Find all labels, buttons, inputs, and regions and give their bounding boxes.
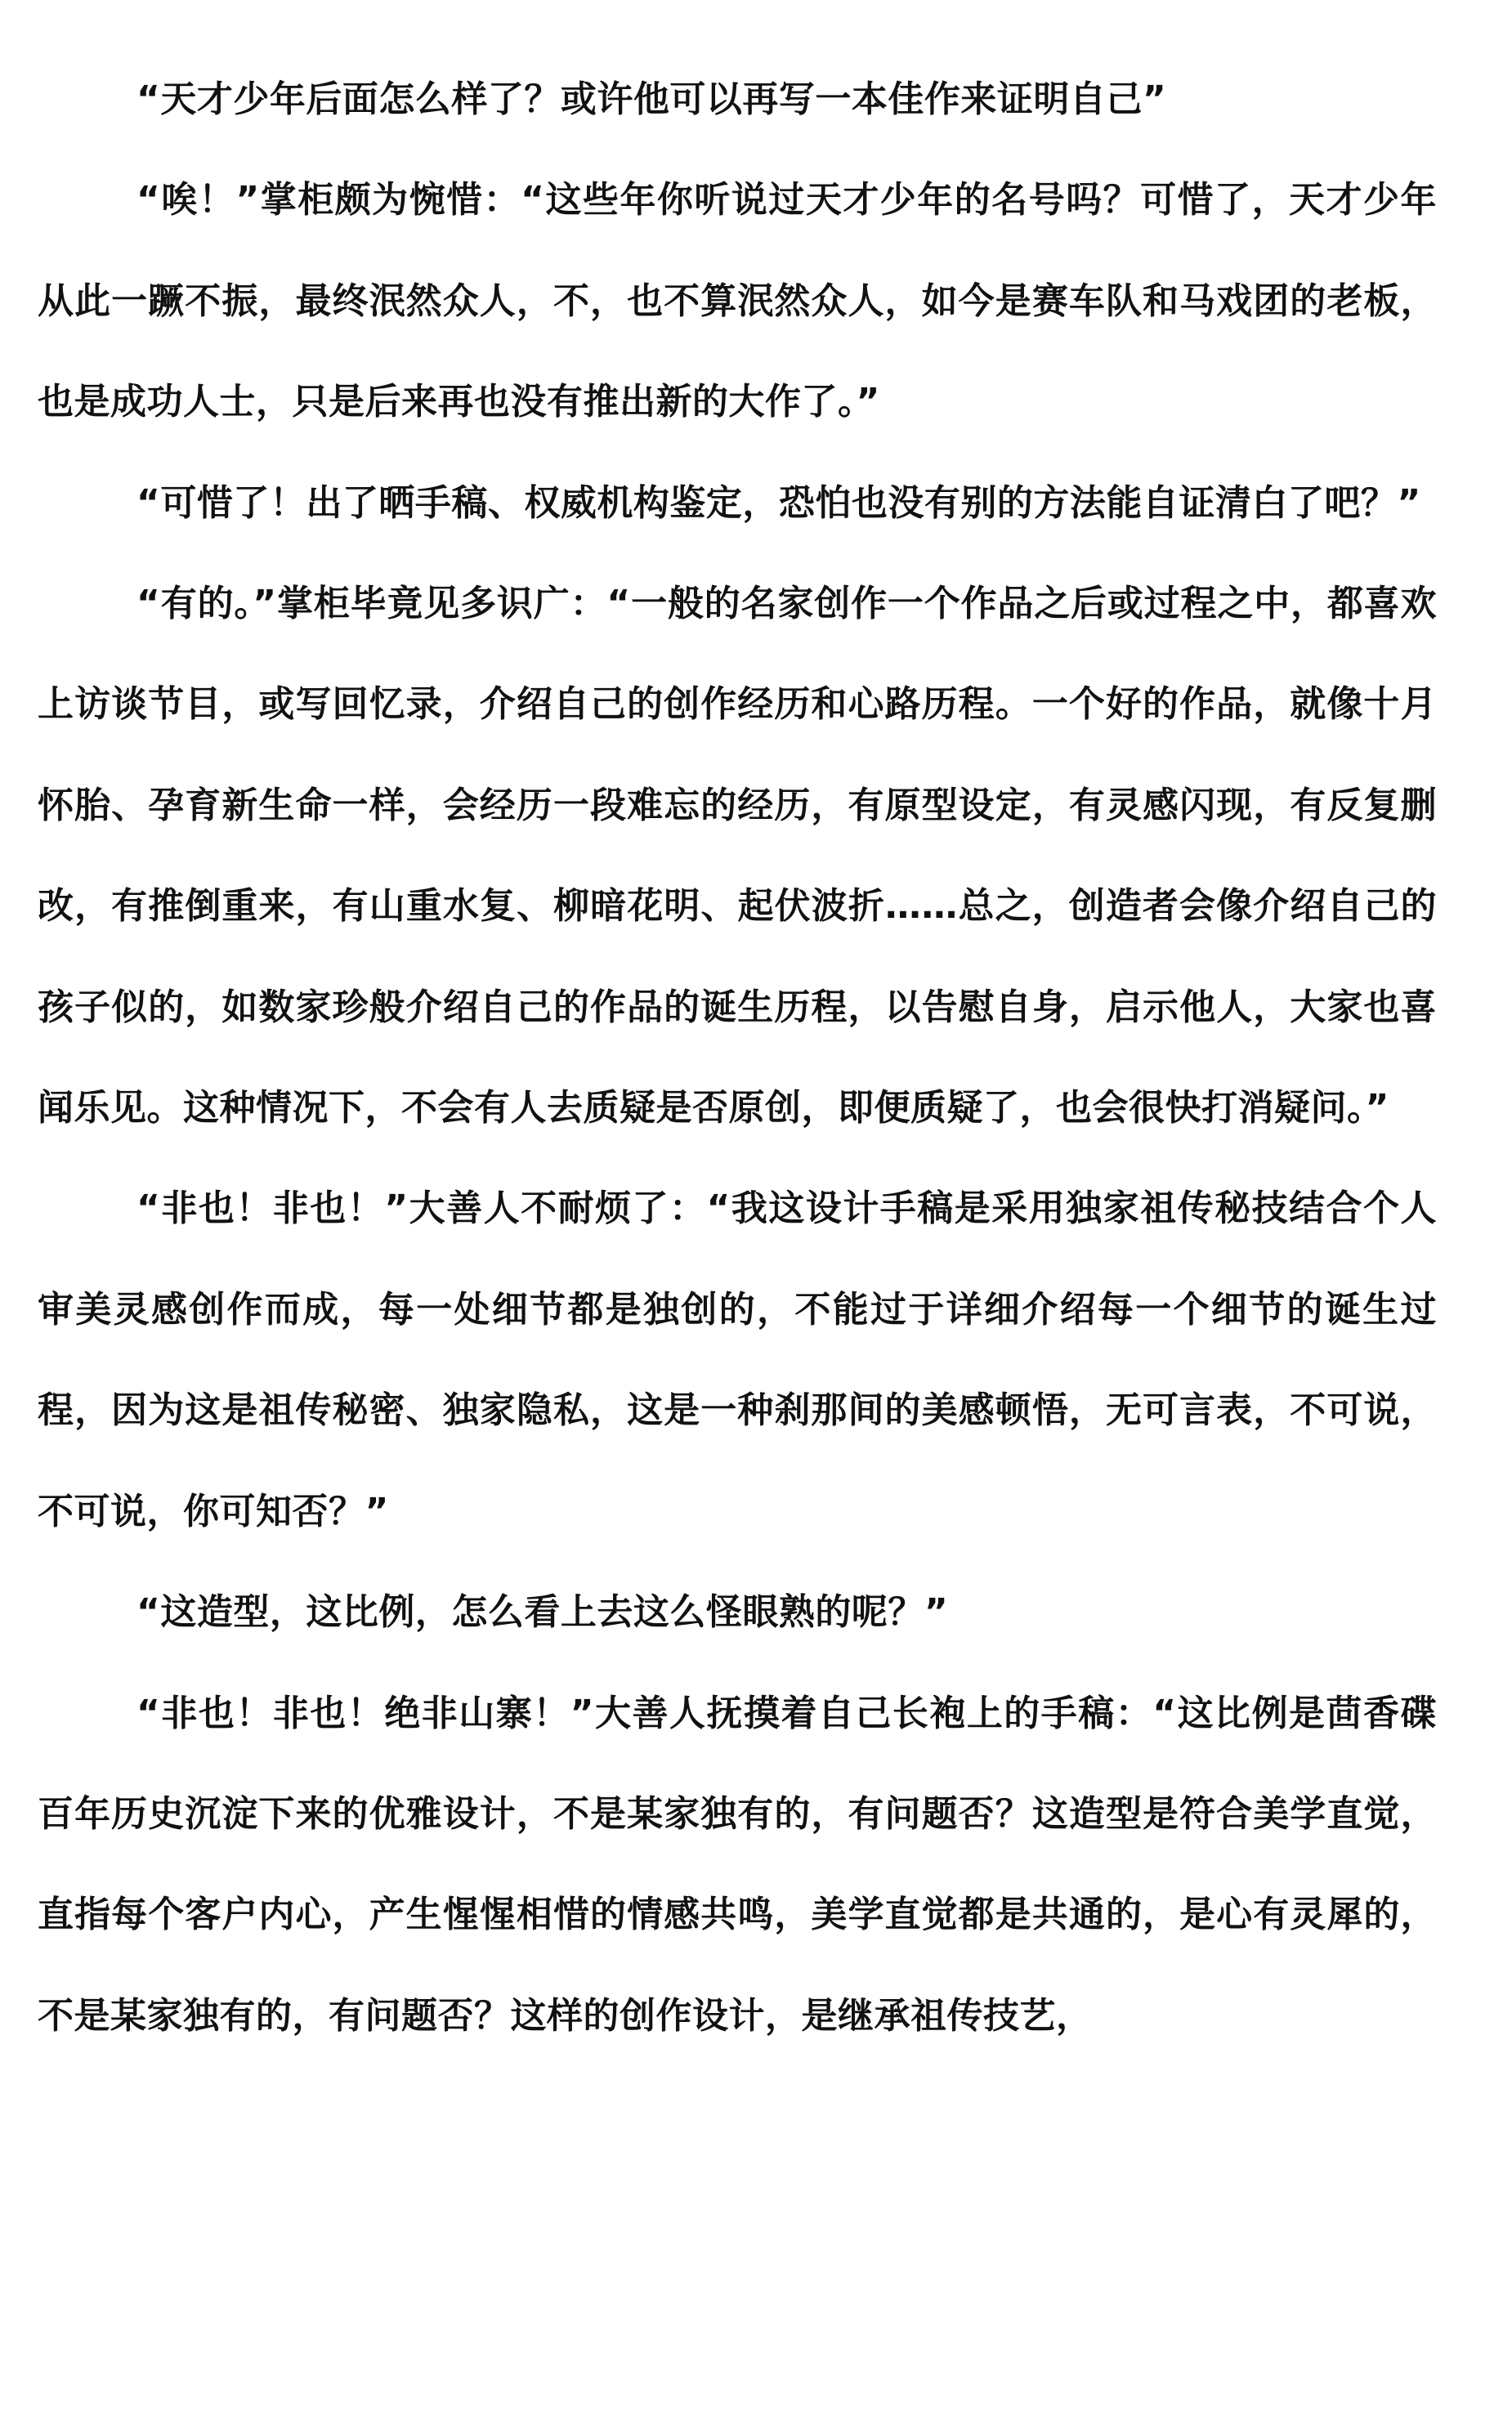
paragraph-2: “唉！”掌柜颇为惋惜：“这些年你听说过天才少年的名号吗？可惜了，天才少年从此一蹶不振，最终泯然众人，不，也不算泯然众人，如今是赛车队和马戏团的老板，也是成功人士，只是后来再也没有推出新的大作了。”	[38, 179, 1437, 423]
paragraph-4: “有的。”掌柜毕竟见多识广：“一般的名家创作一个作品之后或过程之中，都喜欢上访谈节目，或写回忆录，介绍自己的创作经历和心路历程。一个好的作品，就像十月怀胎、孕育新生命一样，会经历一段难忘的经历，有原型设定，有灵感闪现，有反复删改，有推倒重来，有山重水复、柳暗花明、起伏波折……总之，创造者会像介绍自己的孩子似的，如数家珍般介绍自己的作品的诞生历程，以告慰自身，启示他人，大家也喜闻乐见。这种情况下，不会有人去质疑是否原创，即便质疑了，也会很快打消疑问。”	[38, 583, 1437, 1129]
paragraph-7: “非也！非也！绝非山寨！”大善人抚摸着自己长袍上的手稿：“这比例是茴香碟百年历史沉淀下来的优雅设计，不是某家独有的，有问题否？这造型是符合美学直觉，直指每个客户内心，产生惺惺相惜的情感共鸣，美学直觉都是共通的，是心有灵犀的，不是某家独有的，有问题否？这样的创作设计，是继承祖传技艺，	[38, 1692, 1437, 2037]
paragraph-6: “这造型，这比例，怎么看上去这么怪眼熟的呢？”	[136, 1591, 949, 1634]
paragraph-3: “可惜了！出了晒手稿、权威机构鉴定，恐怕也没有别的方法能自证清白了吧？”	[136, 481, 1421, 524]
paragraph-5: “非也！非也！”大善人不耐烦了：“我这设计手稿是采用独家祖传秘技结合个人审美灵感创作而成，每一处细节都是独创的，不能过于详细介绍每一个细节的诞生过程，因为这是祖传秘密、独家隐私，这是一种刹那间的美感顿悟，无可言表，不可说，不可说，你可知否？”	[38, 1188, 1437, 1532]
paragraph-1: “天才少年后面怎么样了？或许他可以再写一本佳作来证明自己”	[136, 78, 1167, 120]
document-body	[38, 49, 1437, 2066]
